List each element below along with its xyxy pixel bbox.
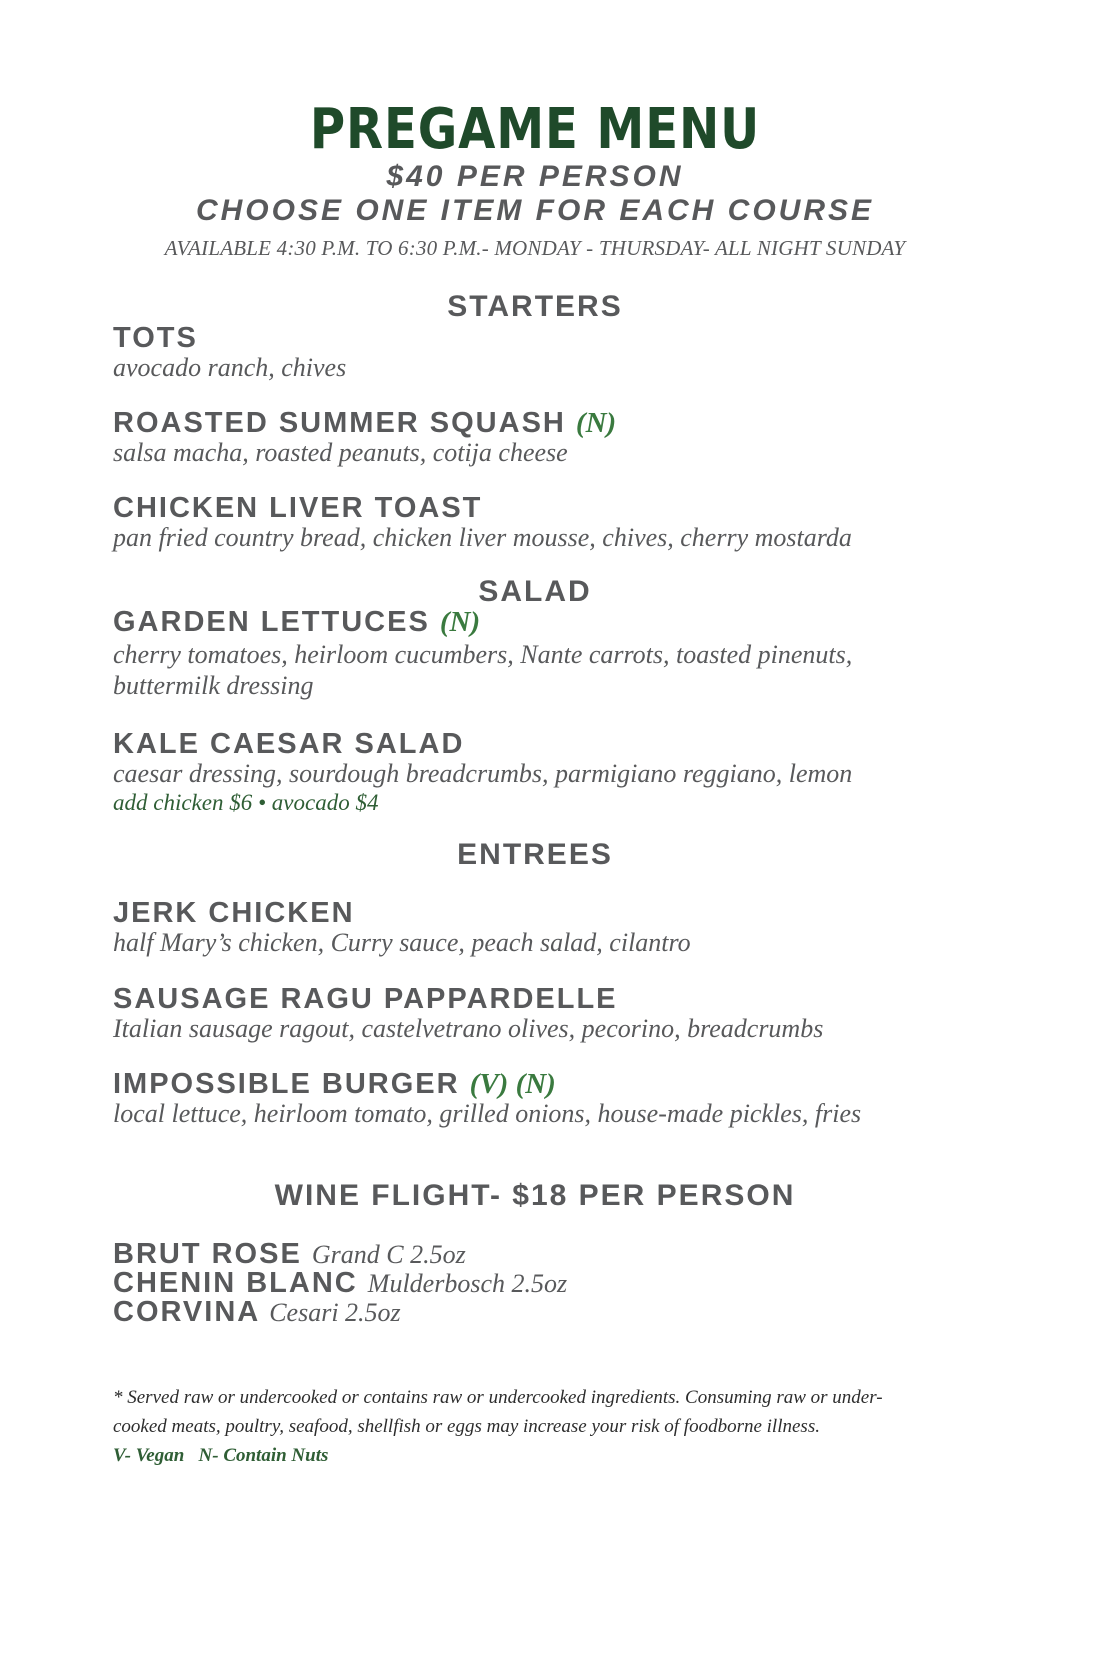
menu-item-name	[113, 897, 355, 929]
wine-producer: Cesari 2.5oz	[269, 1298, 401, 1327]
wine-item	[113, 1268, 567, 1299]
item-name-text: GARDEN LETTUCES	[113, 606, 430, 638]
item-name-text: KALE CAESAR SALAD	[113, 728, 465, 760]
raw-food-disclaimer-line: cooked meats, poultry, seafood, shellfish or eggs may increase your risk of foodborne illness.	[113, 1416, 820, 1437]
wine-name: BRUT ROSE	[113, 1238, 302, 1270]
item-name-text: TOTS	[113, 322, 198, 354]
menu-instruction: CHOOSE ONE ITEM FOR EACH COURSE	[195, 194, 875, 227]
menu-item-name	[113, 407, 616, 439]
wine-item	[113, 1239, 466, 1270]
menu-price: $40 PER PERSON	[386, 160, 684, 193]
wine-producer: Grand C 2.5oz	[311, 1240, 466, 1269]
dietary-tag: (N)	[575, 407, 617, 439]
item-name-text: SAUSAGE RAGU PAPPARDELLE	[113, 983, 618, 1015]
menu-item-description: salsa macha, roasted peanuts, cotija cheese	[113, 438, 568, 467]
menu-item-name	[113, 1068, 556, 1100]
raw-food-disclaimer-line: * Served raw or undercooked or contains raw or undercooked ingredients. Consuming raw or under-	[113, 1387, 883, 1408]
menu-item-name	[113, 606, 480, 638]
section-heading-starters: STARTERS	[447, 290, 623, 323]
section-heading-salad: SALAD	[478, 575, 592, 608]
menu-item-description: caesar dressing, sourdough breadcrumbs, parmigiano reggiano, lemon	[113, 759, 853, 788]
menu-item-description: local lettuce, heirloom tomato, grilled onions, house-made pickles, fries	[113, 1099, 862, 1128]
wine-producer: Mulderbosch 2.5oz	[367, 1269, 568, 1298]
menu-title: PREGAME MENU	[309, 97, 761, 162]
item-name-text: ROASTED SUMMER SQUASH	[113, 407, 566, 439]
menu-item-name	[113, 728, 464, 760]
section-heading-wine-flight: WINE FLIGHT- $18 PER PERSON	[274, 1179, 796, 1212]
menu-item-description: cherry tomatoes, heirloom cucumbers, Nante carrots, toasted pinenuts,	[113, 640, 853, 669]
item-name-text: JERK CHICKEN	[113, 897, 355, 929]
item-name-text: CHICKEN LIVER TOAST	[113, 492, 483, 524]
dietary-tag: (N)	[439, 606, 481, 638]
dietary-legend: V- Vegan N- Contain Nuts	[113, 1445, 329, 1466]
menu-item-name	[113, 492, 482, 524]
menu-item-description: avocado ranch, chives	[113, 353, 347, 382]
section-heading-entrees: ENTREES	[457, 838, 613, 871]
add-on-options: add chicken $6 • avocado $4	[113, 790, 379, 815]
availability-note: AVAILABLE 4:30 P.M. TO 6:30 P.M.- MONDAY - THURSDAY- ALL NIGHT SUNDAY	[164, 236, 906, 260]
menu-item-description: pan fried country bread, chicken liver mousse, chives, cherry mostarda	[113, 523, 852, 552]
menu-item-description: half Mary’s chicken, Curry sauce, peach salad, cilantro	[113, 928, 691, 957]
menu-item-description: buttermilk dressing	[113, 671, 314, 700]
wine-item	[113, 1297, 401, 1328]
item-name-text: IMPOSSIBLE BURGER	[113, 1068, 460, 1100]
wine-name: CHENIN BLANC	[113, 1267, 358, 1299]
wine-name: CORVINA	[113, 1296, 260, 1328]
menu-item-description: Italian sausage ragout, castelvetrano olives, pecorino, breadcrumbs	[113, 1014, 824, 1043]
menu-item-name	[113, 322, 198, 354]
menu-item-name	[113, 983, 618, 1015]
dietary-tag: (V) (N)	[469, 1068, 556, 1100]
